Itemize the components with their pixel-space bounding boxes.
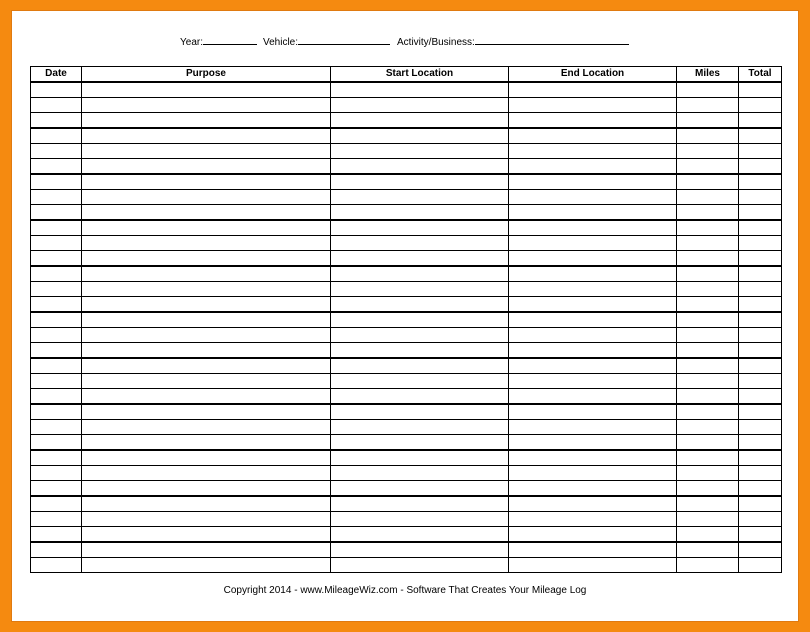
table-cell[interactable] <box>331 420 509 435</box>
table-cell[interactable] <box>677 358 739 374</box>
table-cell[interactable] <box>509 389 677 405</box>
table-cell[interactable] <box>739 205 782 221</box>
table-cell[interactable] <box>509 220 677 236</box>
table-cell[interactable] <box>739 404 782 420</box>
table-cell[interactable] <box>82 466 331 481</box>
table-cell[interactable] <box>509 159 677 175</box>
table-cell[interactable] <box>331 404 509 420</box>
table-cell[interactable] <box>331 159 509 175</box>
table-cell[interactable] <box>739 435 782 451</box>
year-label: Year: <box>180 37 203 48</box>
table-cell[interactable] <box>509 527 677 543</box>
table-cell[interactable] <box>82 450 331 466</box>
table-cell[interactable] <box>31 144 82 159</box>
table-cell[interactable] <box>331 297 509 313</box>
table-cell[interactable] <box>82 98 331 113</box>
table-cell[interactable] <box>331 358 509 374</box>
table-cell[interactable] <box>31 343 82 359</box>
table-row <box>31 144 782 159</box>
table-cell[interactable] <box>509 358 677 374</box>
table-cell[interactable] <box>82 512 331 527</box>
table-cell[interactable] <box>509 450 677 466</box>
table-cell[interactable] <box>82 358 331 374</box>
table-row <box>31 435 782 451</box>
table-cell[interactable] <box>739 113 782 129</box>
activity-field <box>397 35 629 48</box>
table-cell[interactable] <box>31 481 82 497</box>
table-cell[interactable] <box>677 266 739 282</box>
table-cell[interactable] <box>677 527 739 543</box>
table-cell[interactable] <box>82 481 331 497</box>
table-cell[interactable] <box>739 466 782 481</box>
table-cell[interactable] <box>677 128 739 144</box>
table-row <box>31 450 782 466</box>
table-cell[interactable] <box>82 297 331 313</box>
table-cell[interactable] <box>677 558 739 573</box>
table-cell[interactable] <box>509 481 677 497</box>
table-cell[interactable] <box>331 128 509 144</box>
table-cell[interactable] <box>677 328 739 343</box>
table-cell[interactable] <box>677 82 739 98</box>
table-cell[interactable] <box>82 159 331 175</box>
table-cell[interactable] <box>739 144 782 159</box>
table-cell[interactable] <box>509 542 677 558</box>
table-cell[interactable] <box>509 236 677 251</box>
table-cell[interactable] <box>677 435 739 451</box>
table-cell[interactable] <box>739 82 782 98</box>
table-cell[interactable] <box>82 174 331 190</box>
table-row <box>31 312 782 328</box>
table-cell[interactable] <box>677 144 739 159</box>
table-cell[interactable] <box>739 542 782 558</box>
table-cell[interactable] <box>331 558 509 573</box>
table-row <box>31 466 782 481</box>
table-cell[interactable] <box>677 404 739 420</box>
table-cell[interactable] <box>31 82 82 98</box>
table-row <box>31 527 782 543</box>
year-blank[interactable] <box>203 35 257 45</box>
table-cell[interactable] <box>677 542 739 558</box>
table-cell[interactable] <box>31 404 82 420</box>
table-cell[interactable] <box>82 404 331 420</box>
table-cell[interactable] <box>31 190 82 205</box>
table-cell[interactable] <box>31 205 82 221</box>
table-cell[interactable] <box>677 466 739 481</box>
table-cell[interactable] <box>677 374 739 389</box>
table-cell[interactable] <box>739 343 782 359</box>
table-cell[interactable] <box>31 527 82 543</box>
table-cell[interactable] <box>739 450 782 466</box>
table-cell[interactable] <box>31 496 82 512</box>
table-cell[interactable] <box>31 282 82 297</box>
table-cell[interactable] <box>31 312 82 328</box>
table-cell[interactable] <box>509 251 677 267</box>
table-cell[interactable] <box>739 174 782 190</box>
table-cell[interactable] <box>331 466 509 481</box>
table-cell[interactable] <box>331 113 509 129</box>
table-cell[interactable] <box>82 251 331 267</box>
table-cell[interactable] <box>331 144 509 159</box>
mileage-log-table <box>30 66 782 573</box>
table-cell[interactable] <box>739 358 782 374</box>
activity-blank[interactable] <box>475 35 629 45</box>
table-cell[interactable] <box>677 174 739 190</box>
table-cell[interactable] <box>739 496 782 512</box>
table-cell[interactable] <box>509 496 677 512</box>
table-cell[interactable] <box>677 512 739 527</box>
table-cell[interactable] <box>331 343 509 359</box>
table-cell[interactable] <box>509 174 677 190</box>
column-header-end-location: End Location <box>509 67 677 83</box>
table-cell[interactable] <box>31 512 82 527</box>
table-cell[interactable] <box>509 82 677 98</box>
table-row <box>31 190 782 205</box>
table-cell[interactable] <box>331 389 509 405</box>
table-cell[interactable] <box>31 435 82 451</box>
table-row <box>31 82 782 98</box>
table-cell[interactable] <box>331 236 509 251</box>
table-cell[interactable] <box>82 343 331 359</box>
table-cell[interactable] <box>331 450 509 466</box>
table-cell[interactable] <box>31 236 82 251</box>
year-field <box>180 35 257 48</box>
table-cell[interactable] <box>677 481 739 497</box>
table-row <box>31 220 782 236</box>
table-cell[interactable] <box>331 282 509 297</box>
table-cell[interactable] <box>31 542 82 558</box>
table-cell[interactable] <box>82 144 331 159</box>
table-cell[interactable] <box>509 113 677 129</box>
table-cell[interactable] <box>677 420 739 435</box>
table-cell[interactable] <box>509 374 677 389</box>
table-row <box>31 98 782 113</box>
table-row <box>31 159 782 175</box>
table-row <box>31 282 782 297</box>
table-row <box>31 205 782 221</box>
table-cell[interactable] <box>739 481 782 497</box>
table-cell[interactable] <box>509 404 677 420</box>
table-cell[interactable] <box>331 220 509 236</box>
table-cell[interactable] <box>331 542 509 558</box>
table-row <box>31 328 782 343</box>
vehicle-field <box>263 35 390 48</box>
table-cell[interactable] <box>31 98 82 113</box>
table-cell[interactable] <box>82 236 331 251</box>
table-cell[interactable] <box>739 236 782 251</box>
table-row <box>31 496 782 512</box>
table-cell[interactable] <box>31 174 82 190</box>
table-cell[interactable] <box>509 282 677 297</box>
column-header-start-location: Start Location <box>331 67 509 83</box>
table-cell[interactable] <box>31 328 82 343</box>
table-header-row <box>31 67 782 83</box>
table-cell[interactable] <box>509 558 677 573</box>
table-cell[interactable] <box>82 527 331 543</box>
table-cell[interactable] <box>31 251 82 267</box>
table-cell[interactable] <box>331 328 509 343</box>
table-cell[interactable] <box>677 251 739 267</box>
table-cell[interactable] <box>509 297 677 313</box>
table-cell[interactable] <box>509 466 677 481</box>
table-cell[interactable] <box>331 512 509 527</box>
table-row <box>31 512 782 527</box>
table-cell[interactable] <box>82 282 331 297</box>
table-cell[interactable] <box>739 512 782 527</box>
table-cell[interactable] <box>82 82 331 98</box>
table-row <box>31 266 782 282</box>
table-row <box>31 389 782 405</box>
table-cell[interactable] <box>31 220 82 236</box>
table-cell[interactable] <box>739 558 782 573</box>
table-cell[interactable] <box>31 159 82 175</box>
table-cell[interactable] <box>331 205 509 221</box>
table-cell[interactable] <box>739 220 782 236</box>
table-cell[interactable] <box>739 98 782 113</box>
table-cell[interactable] <box>82 496 331 512</box>
table-cell[interactable] <box>82 190 331 205</box>
table-cell[interactable] <box>82 328 331 343</box>
table-cell[interactable] <box>509 328 677 343</box>
table-cell[interactable] <box>31 128 82 144</box>
table-cell[interactable] <box>739 251 782 267</box>
table-row <box>31 404 782 420</box>
table-cell[interactable] <box>509 128 677 144</box>
table-cell[interactable] <box>82 435 331 451</box>
table-cell[interactable] <box>31 113 82 129</box>
table-cell[interactable] <box>677 159 739 175</box>
table-cell[interactable] <box>31 450 82 466</box>
table-row <box>31 481 782 497</box>
column-header-date: Date <box>31 67 82 83</box>
table-cell[interactable] <box>31 266 82 282</box>
table-cell[interactable] <box>82 113 331 129</box>
table-cell[interactable] <box>509 420 677 435</box>
column-header-total: Total <box>739 67 782 83</box>
table-cell[interactable] <box>331 312 509 328</box>
table-cell[interactable] <box>82 266 331 282</box>
table-cell[interactable] <box>677 220 739 236</box>
activity-label: Activity/Business: <box>397 37 475 48</box>
table-cell[interactable] <box>331 481 509 497</box>
table-cell[interactable] <box>331 251 509 267</box>
table-cell[interactable] <box>739 328 782 343</box>
table-cell[interactable] <box>331 190 509 205</box>
table-cell[interactable] <box>82 312 331 328</box>
table-cell[interactable] <box>331 82 509 98</box>
table-cell[interactable] <box>677 98 739 113</box>
table-cell[interactable] <box>509 144 677 159</box>
table-cell[interactable] <box>509 343 677 359</box>
table-cell[interactable] <box>82 558 331 573</box>
table-cell[interactable] <box>31 297 82 313</box>
table-cell[interactable] <box>739 190 782 205</box>
table-cell[interactable] <box>677 190 739 205</box>
table-cell[interactable] <box>331 496 509 512</box>
table-cell[interactable] <box>677 297 739 313</box>
table-row <box>31 558 782 573</box>
table-cell[interactable] <box>509 205 677 221</box>
table-cell[interactable] <box>509 435 677 451</box>
vehicle-blank[interactable] <box>298 35 390 45</box>
table-row <box>31 343 782 359</box>
table-cell[interactable] <box>331 174 509 190</box>
table-cell[interactable] <box>739 128 782 144</box>
table-cell[interactable] <box>677 389 739 405</box>
table-cell[interactable] <box>509 190 677 205</box>
table-cell[interactable] <box>677 450 739 466</box>
table-cell[interactable] <box>739 527 782 543</box>
table-row <box>31 128 782 144</box>
table-cell[interactable] <box>31 389 82 405</box>
table-cell[interactable] <box>82 374 331 389</box>
table-row <box>31 374 782 389</box>
table-row <box>31 358 782 374</box>
table-cell[interactable] <box>331 98 509 113</box>
table-cell[interactable] <box>31 558 82 573</box>
table-cell[interactable] <box>82 420 331 435</box>
table-cell[interactable] <box>331 266 509 282</box>
table-cell[interactable] <box>331 527 509 543</box>
table-cell[interactable] <box>509 312 677 328</box>
mileage-log-sheet <box>11 10 799 622</box>
table-cell[interactable] <box>739 297 782 313</box>
table-cell[interactable] <box>31 374 82 389</box>
column-header-miles: Miles <box>677 67 739 83</box>
table-cell[interactable] <box>739 420 782 435</box>
table-row <box>31 113 782 129</box>
table-row <box>31 297 782 313</box>
table-cell[interactable] <box>677 113 739 129</box>
table-cell[interactable] <box>739 159 782 175</box>
table-cell[interactable] <box>331 435 509 451</box>
table-row <box>31 420 782 435</box>
table-cell[interactable] <box>82 128 331 144</box>
table-cell[interactable] <box>82 205 331 221</box>
table-row <box>31 542 782 558</box>
table-cell[interactable] <box>82 542 331 558</box>
table-row <box>31 174 782 190</box>
table-cell[interactable] <box>677 343 739 359</box>
table-cell[interactable] <box>31 420 82 435</box>
table-cell[interactable] <box>331 374 509 389</box>
table-cell[interactable] <box>739 282 782 297</box>
table-cell[interactable] <box>509 512 677 527</box>
table-body <box>31 82 782 573</box>
table-cell[interactable] <box>677 282 739 297</box>
table-cell[interactable] <box>739 312 782 328</box>
table-cell[interactable] <box>739 266 782 282</box>
table-cell[interactable] <box>31 358 82 374</box>
table-cell[interactable] <box>677 205 739 221</box>
table-cell[interactable] <box>677 312 739 328</box>
table-cell[interactable] <box>677 496 739 512</box>
column-header-purpose: Purpose <box>82 67 331 83</box>
table-cell[interactable] <box>509 266 677 282</box>
footer-copyright: Copyright 2014 - www.MileageWiz.com - Software That Creates Your Mileage Log <box>223 585 587 596</box>
table-cell[interactable] <box>677 236 739 251</box>
table-cell[interactable] <box>739 389 782 405</box>
table-row <box>31 236 782 251</box>
table-cell[interactable] <box>739 374 782 389</box>
table-cell[interactable] <box>31 466 82 481</box>
table-cell[interactable] <box>509 98 677 113</box>
table-cell[interactable] <box>82 389 331 405</box>
table-row <box>31 251 782 267</box>
table-cell[interactable] <box>82 220 331 236</box>
vehicle-label: Vehicle: <box>263 37 299 48</box>
